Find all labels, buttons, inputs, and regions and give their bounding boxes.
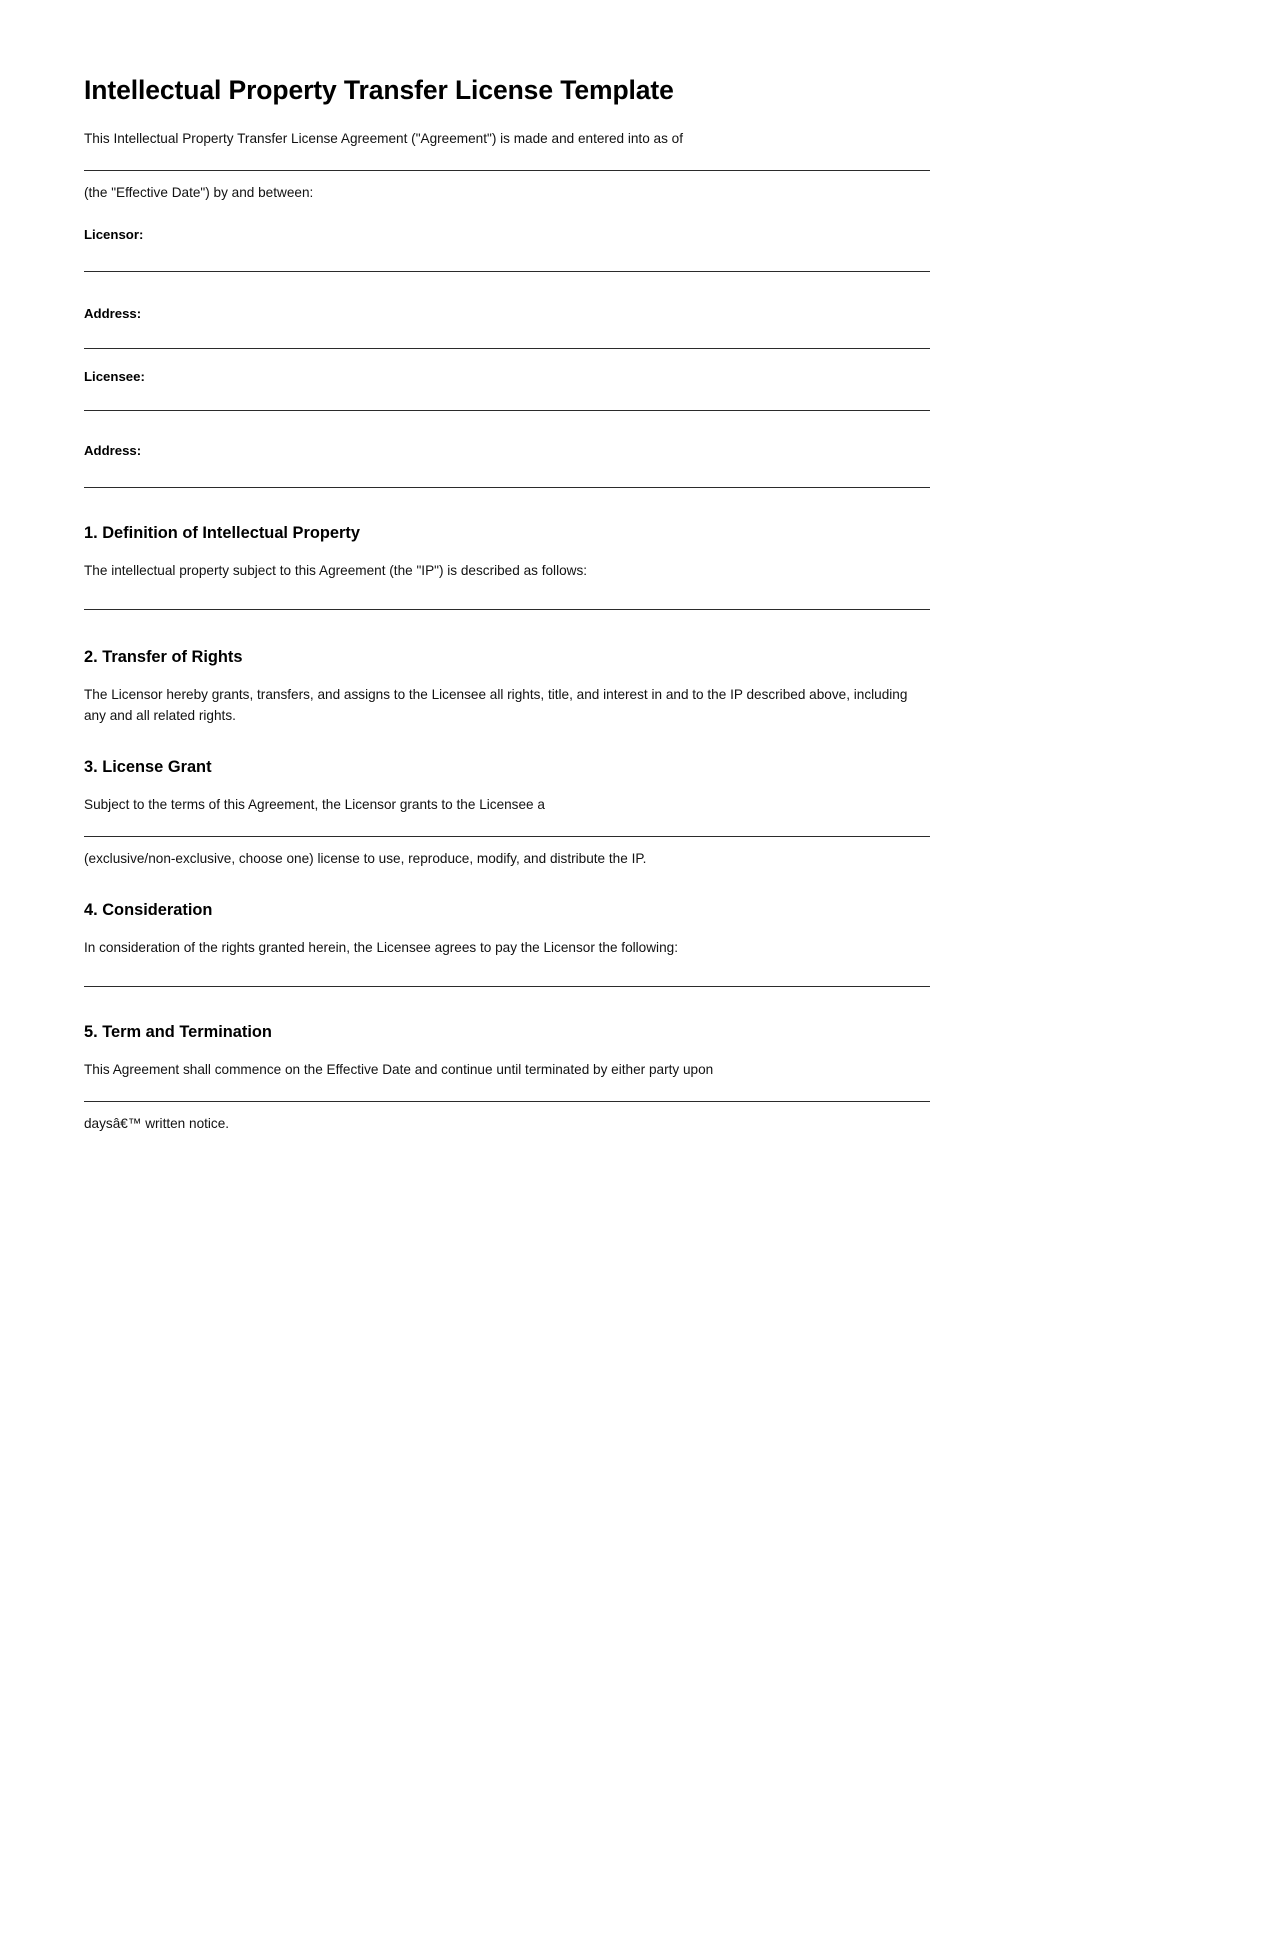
licensee-label: Licensee: — [84, 368, 145, 384]
spacer — [84, 1081, 930, 1101]
licensee-address-label: Address: — [84, 443, 142, 459]
spacer — [84, 837, 930, 849]
section-body-5: This Agreement shall commence on the Effective Date and continue until terminated by either party upon — [84, 1062, 714, 1078]
notice-period-caption: daysâ€™ written notice. — [84, 1115, 230, 1131]
licensor-label: Licensor: — [84, 226, 144, 242]
spacer — [84, 272, 930, 304]
spacer — [84, 171, 930, 183]
licensor-address-label: Address: — [84, 305, 142, 321]
spacer — [84, 958, 930, 986]
spacer — [84, 386, 930, 410]
spacer — [84, 987, 930, 1021]
spacer — [84, 610, 930, 646]
spacer — [84, 461, 930, 487]
effective-date-caption: (the "Effective Date") by and between: — [84, 184, 314, 200]
section-body-2: The Licensor hereby grants, transfers, and assigns to the Licensee all rights, title, and interest in and to the IP described above, including any and all related rights. — [84, 687, 908, 723]
spacer — [84, 581, 930, 609]
spacer — [84, 488, 930, 522]
license-type-caption: (exclusive/non-exclusive, choose one) license to use, reproduce, modify, and distribute the IP. — [84, 850, 647, 866]
section-heading-2: 2. Transfer of Rights — [84, 648, 243, 667]
section-body-4: In consideration of the rights granted herein, the Licensee agrees to pay the Licensor the following: — [84, 939, 678, 955]
spacer — [84, 779, 930, 795]
spacer — [84, 922, 930, 938]
spacer — [84, 1044, 930, 1060]
section-heading-4: 4. Consideration — [84, 900, 213, 919]
spacer — [84, 411, 930, 441]
spacer — [84, 816, 930, 836]
spacer — [84, 869, 930, 899]
section-heading-3: 3. License Grant — [84, 758, 212, 777]
spacer — [84, 324, 930, 348]
section-body-1: The intellectual property subject to this Agreement (the "IP") is described as follows: — [84, 563, 588, 579]
spacer — [84, 150, 930, 170]
spacer — [84, 1102, 930, 1114]
document-body — [84, 74, 930, 1134]
spacer — [84, 349, 930, 367]
section-heading-5: 5. Term and Termination — [84, 1023, 272, 1042]
spacer — [84, 203, 930, 225]
spacer — [84, 726, 930, 756]
spacer — [84, 545, 930, 561]
page-title: Intellectual Property Transfer License Template — [84, 75, 674, 105]
section-body-3: Subject to the terms of this Agreement, the Licensor grants to the Licensee a — [84, 797, 545, 813]
spacer — [84, 245, 930, 271]
intro-paragraph: This Intellectual Property Transfer License Agreement ("Agreement") is made and entered into as of — [84, 131, 684, 147]
spacer — [84, 669, 930, 685]
section-heading-1: 1. Definition of Intellectual Property — [84, 524, 360, 543]
